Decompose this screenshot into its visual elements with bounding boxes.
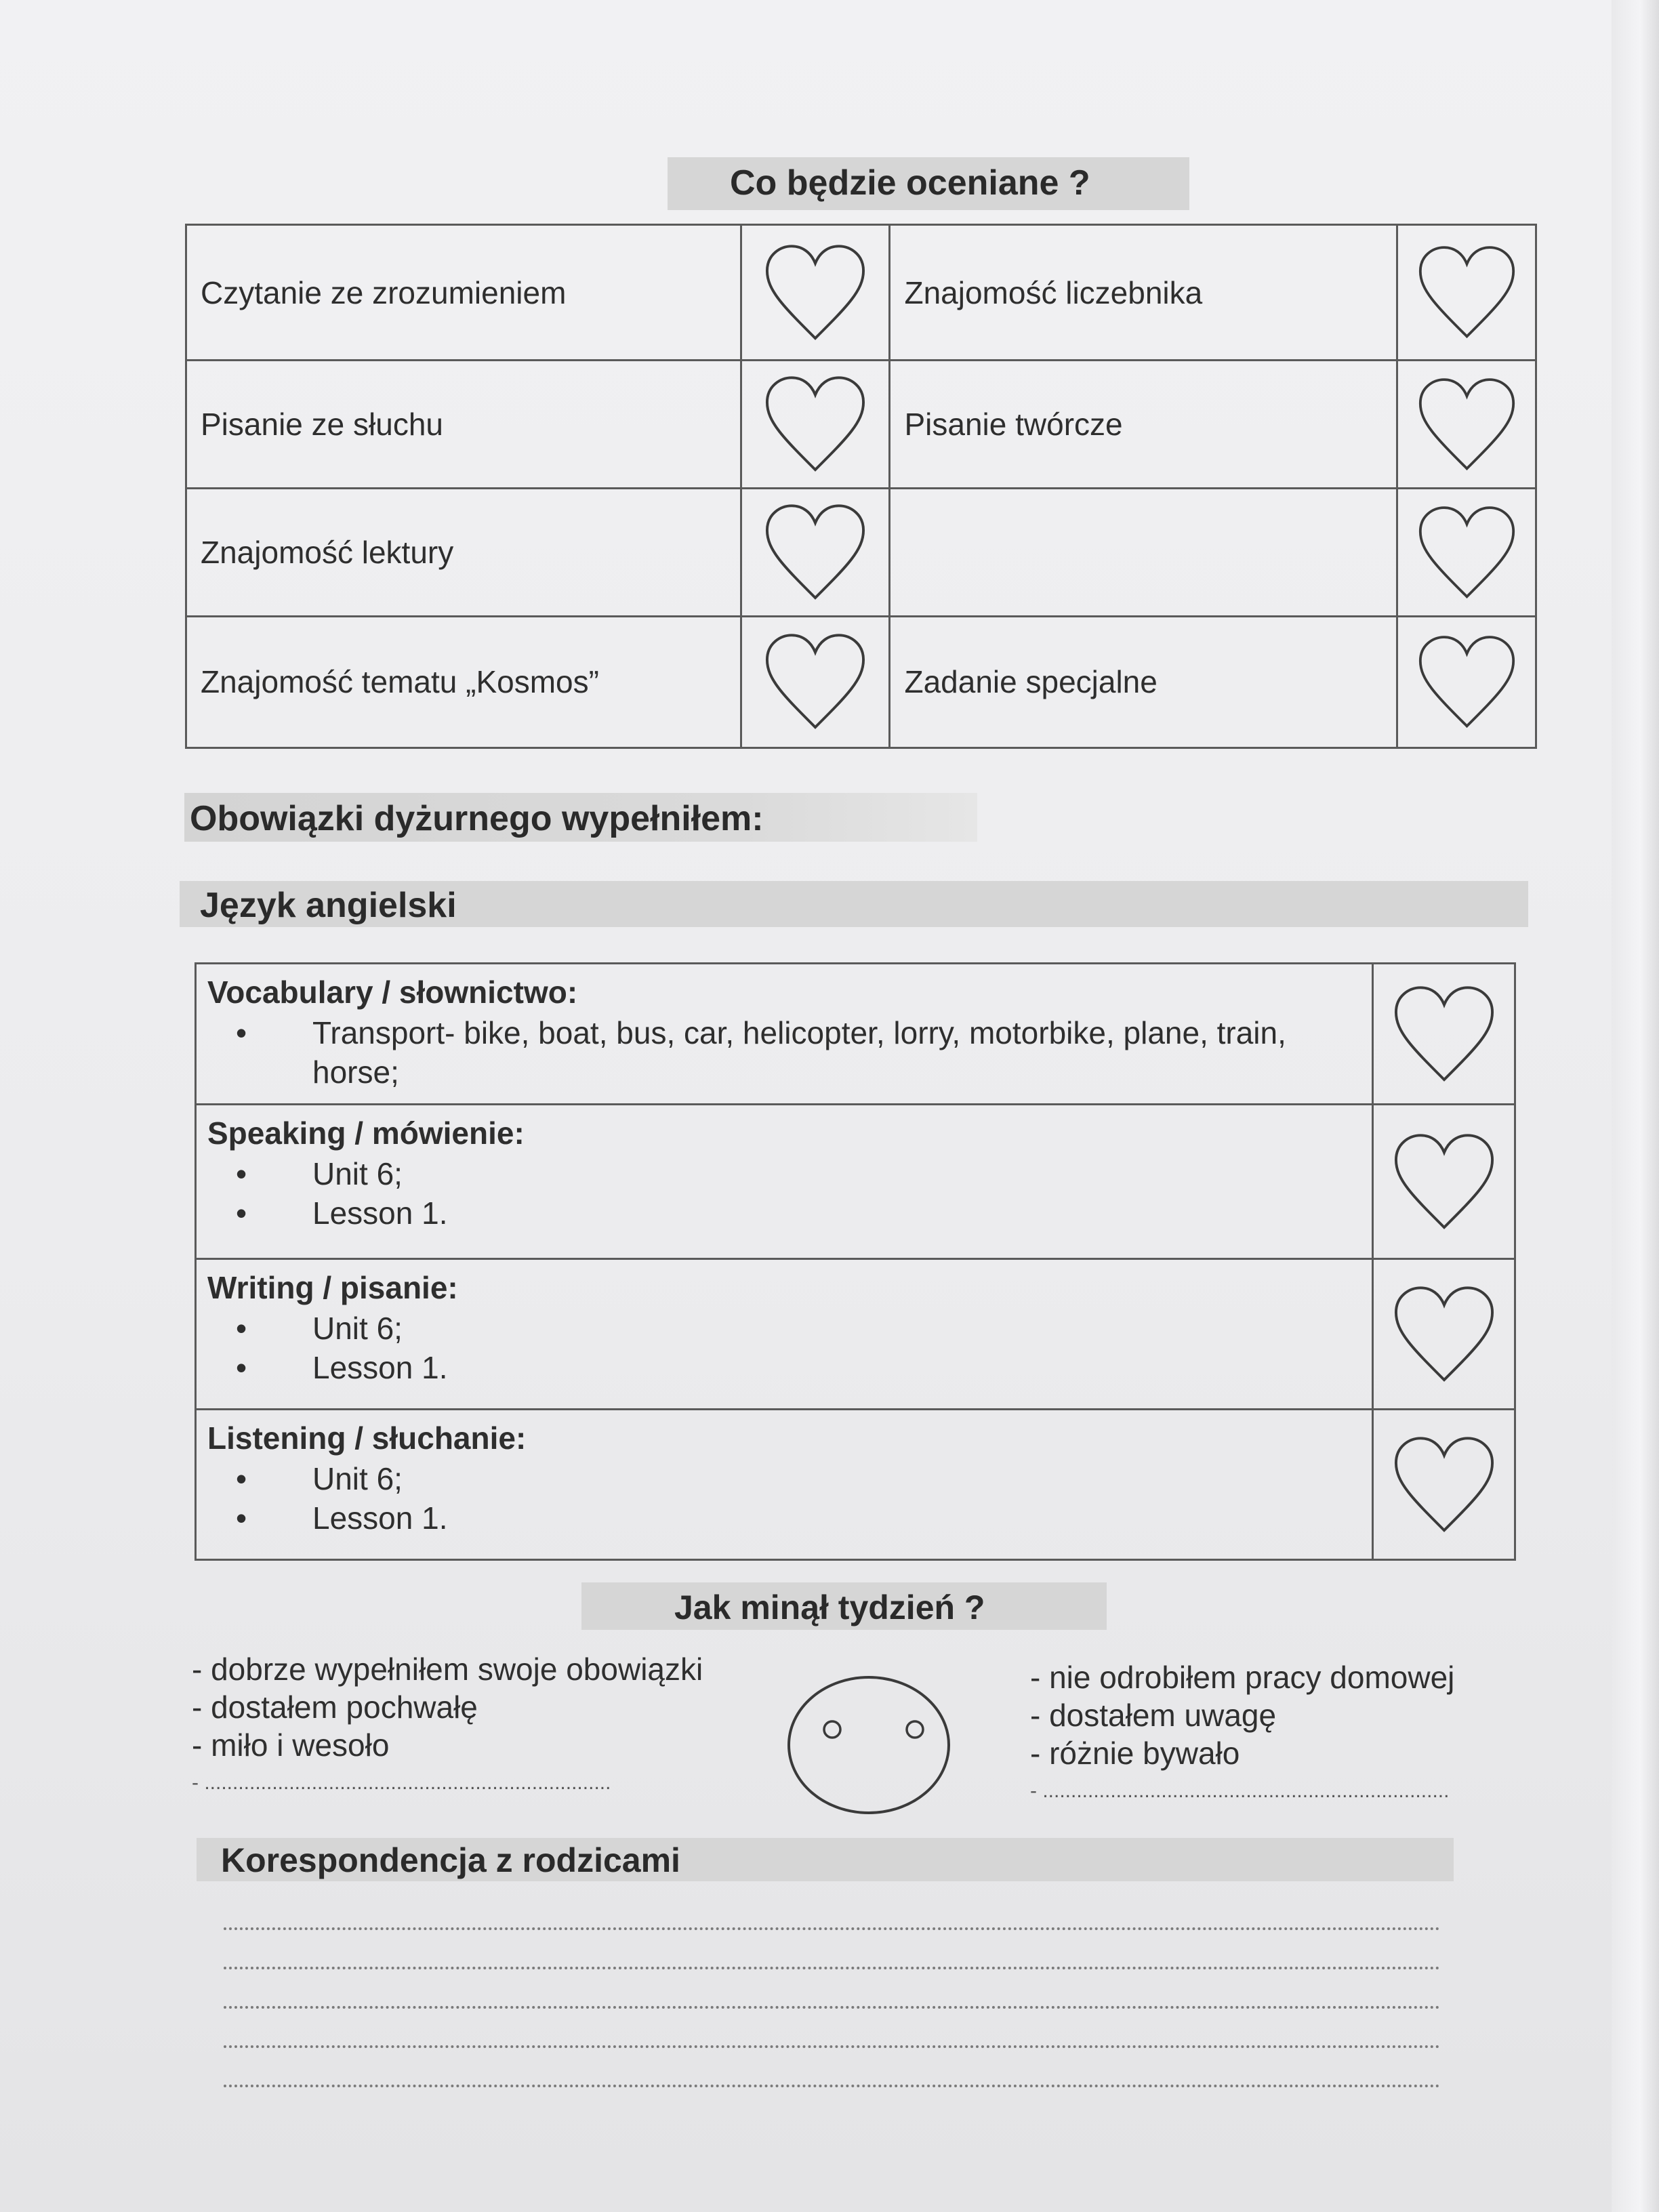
bullet-list <box>207 1013 1361 1092</box>
heart-cell[interactable] <box>1397 616 1536 747</box>
section-heading: Vocabulary / słownictwo: <box>207 975 578 1010</box>
bullet-item: • Lesson 1. <box>207 1193 1361 1233</box>
heart-cell[interactable] <box>741 361 890 489</box>
heart-cell[interactable] <box>741 225 890 361</box>
heart-cell[interactable] <box>1397 225 1536 361</box>
grading-right-item: Znajomość liczebnika <box>890 225 1397 361</box>
heart-icon <box>1390 1131 1498 1233</box>
week-left-option: - dobrze wypełniłem swoje obowiązki <box>192 1652 703 1687</box>
heart-icon <box>761 242 869 344</box>
bullet-list <box>207 1459 1361 1538</box>
grading-left-item: Pisanie ze słuchu <box>186 361 741 489</box>
writing-line[interactable] <box>224 2009 1440 2048</box>
bullet-item: • Unit 6; <box>207 1154 1361 1193</box>
heart-icon <box>761 373 869 475</box>
heart-icon <box>1390 983 1498 1085</box>
page-edge <box>1612 0 1659 2212</box>
english-section <box>196 964 1373 1105</box>
section-heading: Listening / słuchanie: <box>207 1420 527 1456</box>
section-heading: Speaking / mówienie: <box>207 1115 525 1151</box>
duty-band <box>184 793 977 842</box>
bullet-item: • Lesson 1. <box>207 1348 1361 1387</box>
week-right-option: - różnie bywało <box>1030 1736 1240 1771</box>
heart-cell[interactable] <box>1373 1105 1515 1259</box>
week-left-options <box>192 1650 747 1802</box>
heart-icon <box>1414 243 1519 342</box>
heart-cell[interactable] <box>1373 1259 1515 1410</box>
bullet-item: • Unit 6; <box>207 1459 1361 1498</box>
bullet-item: • Lesson 1. <box>207 1498 1361 1538</box>
bullet-list <box>207 1309 1361 1387</box>
english-table <box>194 962 1516 1559</box>
heart-icon <box>1390 1284 1498 1385</box>
grading-right-item: Pisanie twórcze <box>890 361 1397 489</box>
grading-left-item: Znajomość lektury <box>186 489 741 617</box>
duty-title: Obowiązki dyżurnego wypełniłem: <box>190 799 764 838</box>
heart-cell[interactable] <box>741 489 890 617</box>
week-title: Jak minął tydzień ? <box>674 1589 985 1626</box>
grading-table <box>185 224 1537 749</box>
correspondence-title: Korespondencja z rodzicami <box>221 1841 680 1879</box>
heart-cell[interactable] <box>1373 1410 1515 1560</box>
week-right-option: - dostałem uwagę <box>1030 1698 1277 1733</box>
week-right-options <box>1030 1658 1491 1810</box>
writing-line[interactable] <box>224 1969 1440 2009</box>
correspondence-lines[interactable] <box>224 1891 1440 2087</box>
grading-title: Co będzie oceniane ? <box>730 163 1090 203</box>
face-icon <box>786 1674 952 1816</box>
bullet-item: • Transport- bike, boat, bus, car, helicopter, lorry, motorbike, plane, train, horse; <box>207 1013 1361 1092</box>
heart-icon <box>1390 1434 1498 1536</box>
writing-line[interactable] <box>224 1930 1440 1969</box>
heart-cell[interactable] <box>1373 964 1515 1105</box>
bullet-list <box>207 1154 1361 1233</box>
english-title: Język angielski <box>200 886 457 925</box>
week-right-blank-line[interactable]: - ........................................................................ <box>1030 1780 1450 1802</box>
heart-icon <box>761 501 869 603</box>
week-title-band <box>581 1582 1107 1630</box>
heart-icon <box>1414 633 1519 731</box>
english-band <box>180 881 1528 927</box>
bullet-item: • Unit 6; <box>207 1309 1361 1348</box>
heart-cell[interactable] <box>741 616 890 747</box>
heart-cell[interactable] <box>1397 489 1536 617</box>
heart-icon <box>1414 375 1519 474</box>
grading-title-band <box>668 157 1189 210</box>
writing-line[interactable] <box>224 1891 1440 1930</box>
heart-cell[interactable] <box>1397 361 1536 489</box>
section-heading: Writing / pisanie: <box>207 1270 458 1305</box>
grading-left-item: Czytanie ze zrozumieniem <box>186 225 741 361</box>
english-section <box>196 1410 1373 1560</box>
face-drawing[interactable] <box>786 1674 952 1816</box>
grading-right-item <box>890 489 1397 617</box>
writing-line[interactable] <box>224 2048 1440 2087</box>
week-left-blank-line[interactable]: - ........................................................................ <box>192 1771 611 1794</box>
week-left-option: - dostałem pochwałę <box>192 1689 478 1725</box>
grading-left-item: Znajomość tematu „Kosmos” <box>186 616 741 747</box>
heart-icon <box>761 631 869 733</box>
correspondence-band <box>197 1838 1454 1881</box>
week-left-option: - miło i wesoło <box>192 1727 390 1763</box>
heart-icon <box>1414 504 1519 602</box>
grading-right-item: Zadanie specjalne <box>890 616 1397 747</box>
english-section <box>196 1105 1373 1259</box>
week-right-option: - nie odrobiłem pracy domowej <box>1030 1660 1455 1695</box>
english-section <box>196 1259 1373 1410</box>
